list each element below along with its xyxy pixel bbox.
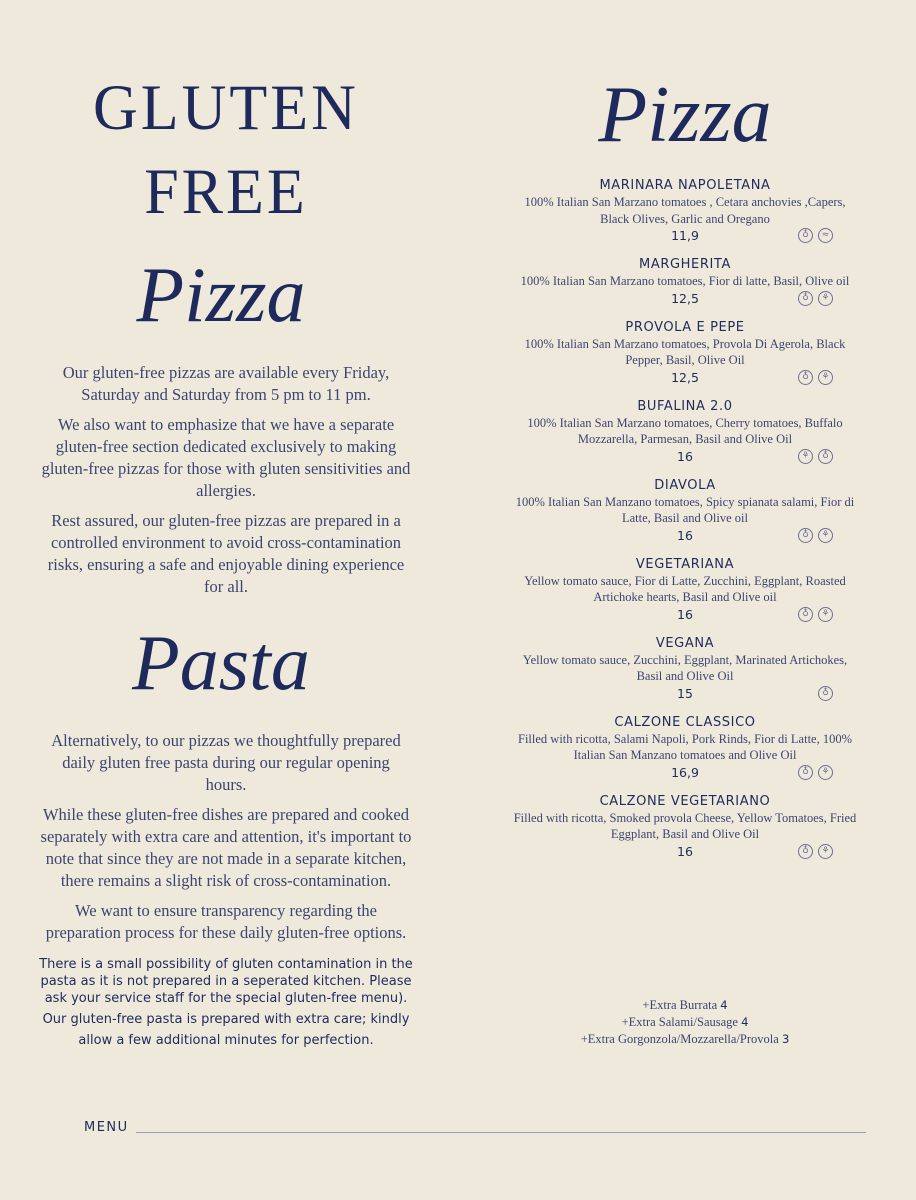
item-name: PROVOLA E PEPE bbox=[625, 319, 745, 335]
vegetarian-icon: ⚘ bbox=[818, 370, 833, 385]
list-item bbox=[505, 399, 865, 465]
item-description: Filled with ricotta, Salami Napoli, Pork Rinds, Fior di Latte, 100% Italian San Manzano tomatoes and Olive Oil bbox=[518, 731, 852, 762]
item-price: 11,9 bbox=[671, 228, 699, 243]
extras-list bbox=[505, 997, 865, 1048]
extra-label: +Extra Salami/Sausage bbox=[621, 1015, 738, 1029]
list-item bbox=[505, 636, 865, 702]
item-description: 100% Italian San Marzano tomatoes, Cherry tomatoes, Buffalo Mozzarella, Parmesan, Basil and Olive Oil bbox=[527, 415, 843, 446]
diet-icons bbox=[798, 228, 833, 243]
item-price: 16 bbox=[677, 843, 693, 859]
pizza-list bbox=[505, 178, 865, 860]
vegetarian-icon: ⚘ bbox=[818, 765, 833, 780]
extra-care-notice: Our gluten-free pasta is prepared with extra care; kindly allow a few additional minutes for perfection. bbox=[42, 1012, 410, 1048]
extra-item bbox=[505, 1031, 865, 1048]
gluten-free-icon: ♁ bbox=[818, 686, 833, 701]
list-item bbox=[505, 794, 865, 860]
pizza-heading-left: Pizza bbox=[136, 251, 306, 338]
item-name: CALZONE CLASSICO bbox=[614, 714, 756, 730]
diet-icons bbox=[818, 686, 833, 701]
contamination-notice: There is a small possibility of gluten contamination in the pasta as it is not prepared in a seperated kitchen. Please ask your service staff for the special gluten-free menu). bbox=[39, 957, 413, 1006]
pasta-paragraph: We want to ensure transparency regarding the preparation process for these daily gluten-free options. bbox=[45, 901, 407, 942]
extra-price: 3 bbox=[781, 1032, 790, 1046]
item-price: 12,5 bbox=[671, 369, 699, 385]
pasta-paragraph: While these gluten-free dishes are prepared and cooked separately with extra care and attention, it's important to note that since they are not made in a separate kitchen, there remains a slight risk of cross-contamination. bbox=[40, 805, 412, 890]
item-description: 100% Italian San Marzano tomatoes, Fior di latte, Basil, Olive oil bbox=[520, 274, 850, 288]
vegetarian-icon: ⚘ bbox=[818, 528, 833, 543]
item-price: 16 bbox=[677, 527, 693, 543]
extra-price: 4 bbox=[720, 998, 728, 1012]
gluten-free-icon: ♁ bbox=[798, 228, 813, 243]
item-description: 100% Italian San Marzano tomatoes, Provola Di Agerola, Black Pepper, Basil, Olive Oil bbox=[524, 336, 846, 367]
gluten-free-icon: ♁ bbox=[798, 528, 813, 543]
footer-divider bbox=[136, 1132, 866, 1133]
list-item bbox=[505, 178, 865, 244]
item-name: MARINARA NAPOLETANA bbox=[599, 178, 771, 193]
diet-icons bbox=[798, 528, 833, 543]
list-item bbox=[505, 557, 865, 623]
diet-icons bbox=[798, 291, 833, 306]
item-name: MARGHERITA bbox=[639, 257, 731, 272]
pizza-paragraph: Our gluten-free pizzas are available every Friday, Saturday and Saturday from 5 pm to 11 pm. bbox=[62, 363, 390, 404]
list-item bbox=[505, 320, 865, 386]
item-name: BUFALINA 2.0 bbox=[637, 398, 733, 414]
item-price: 15 bbox=[677, 685, 693, 701]
item-description: 100% Italian San Manzano tomatoes, Spicy spianata salami, Fior di Latte, Basil and Olive oil bbox=[515, 494, 855, 525]
diet-icons bbox=[798, 765, 833, 780]
item-description: 100% Italian San Marzano tomatoes , Cetara anchovies ,Capers, Black Olives, Garlic and Oregano bbox=[524, 195, 846, 226]
gluten-free-icon: ♁ bbox=[798, 291, 813, 306]
item-name: CALZONE VEGETARIANO bbox=[599, 793, 771, 809]
fish-icon: ≈ bbox=[818, 228, 833, 243]
gluten-free-icon: ♁ bbox=[818, 449, 833, 464]
extra-price: 4 bbox=[741, 1015, 749, 1029]
item-description: Yellow tomato sauce, Fior di Latte, Zucchini, Eggplant, Roasted Artichoke hearts, Basil and Olive oil bbox=[524, 573, 846, 604]
item-description: Filled with ricotta, Smoked provola Cheese, Yellow Tomatoes, Fried Eggplant, Basil and Olive Oil bbox=[513, 810, 857, 841]
extra-item bbox=[505, 997, 865, 1014]
page-title: GLUTEN FREE bbox=[93, 72, 359, 228]
list-item bbox=[505, 478, 865, 544]
footer-menu-label: MENU bbox=[84, 1120, 129, 1135]
item-name: DIAVOLA bbox=[654, 477, 716, 493]
left-column bbox=[36, 70, 416, 1051]
item-price: 16,9 bbox=[671, 764, 699, 780]
pizza-paragraph: We also want to emphasize that we have a separate gluten-free section dedicated exclusively to making gluten-free pizzas for those with gluten sensitivities and allergies. bbox=[41, 415, 411, 500]
item-price: 12,5 bbox=[671, 290, 699, 306]
item-price: 16 bbox=[677, 448, 693, 464]
extra-label: +Extra Burrata bbox=[642, 998, 718, 1012]
diet-icons bbox=[798, 607, 833, 622]
pasta-paragraph: Alternatively, to our pizzas we thoughtfully prepared daily gluten free pasta during our regular opening hours. bbox=[51, 731, 401, 794]
gluten-free-icon: ♁ bbox=[798, 370, 813, 385]
diet-icons bbox=[798, 449, 833, 464]
gluten-free-icon: ♁ bbox=[798, 607, 813, 622]
vegetarian-icon: ⚘ bbox=[818, 291, 833, 306]
pizza-paragraph: Rest assured, our gluten-free pizzas are prepared in a controlled environment to avoid cross-contamination risks, ensuring a safe and enjoyable dining experience for all. bbox=[47, 511, 405, 596]
item-description: Yellow tomato sauce, Zucchini, Eggplant, Marinated Artichokes, Basil and Olive Oil bbox=[522, 652, 848, 683]
diet-icons bbox=[798, 844, 833, 859]
item-price: 16 bbox=[677, 606, 693, 622]
item-name: VEGETARIANA bbox=[635, 556, 735, 572]
vegetarian-icon: ⚘ bbox=[818, 607, 833, 622]
list-item bbox=[505, 715, 865, 781]
pizza-heading-right: Pizza bbox=[598, 71, 772, 159]
gluten-free-icon: ♁ bbox=[798, 844, 813, 859]
extra-label: +Extra Gorgonzola/Mozzarella/Provola bbox=[580, 1032, 779, 1046]
gluten-free-icon: ♁ bbox=[798, 765, 813, 780]
vegetarian-icon: ⚘ bbox=[798, 449, 813, 464]
list-item bbox=[505, 257, 865, 307]
diet-icons bbox=[798, 370, 833, 385]
extra-item bbox=[505, 1014, 865, 1031]
pasta-heading: Pasta bbox=[132, 619, 310, 706]
vegetarian-icon: ⚘ bbox=[818, 844, 833, 859]
item-name: VEGANA bbox=[655, 635, 715, 651]
right-column bbox=[505, 70, 865, 873]
